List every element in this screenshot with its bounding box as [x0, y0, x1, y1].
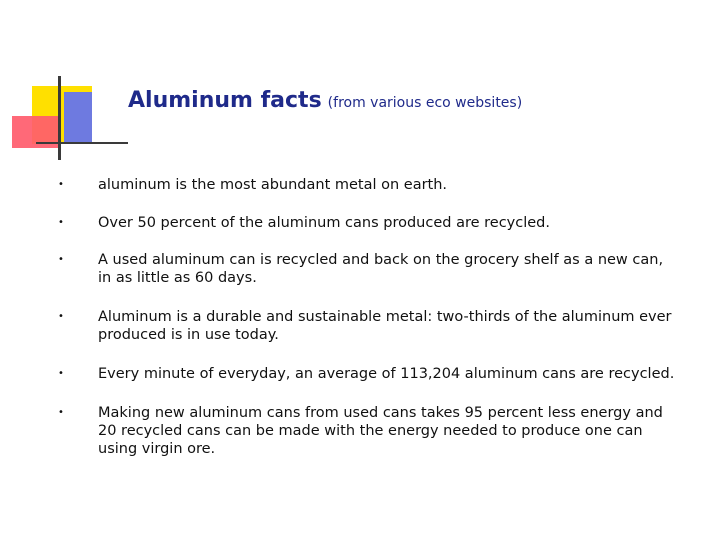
logo-vertical-line	[58, 76, 61, 160]
title-subtitle: (from various eco websites)	[327, 95, 523, 111]
bullet-dot: •	[58, 407, 64, 418]
bullet-item	[58, 308, 678, 344]
bullet-item	[58, 176, 678, 194]
bullet-text: Over 50 percent of the aluminum cans produced are recycled.	[98, 215, 550, 231]
bullet-item	[58, 404, 678, 458]
bullet-text: A used aluminum can is recycled and back on the grocery shelf as a new can, in as little as 60 days.	[98, 252, 664, 286]
bullet-item	[58, 365, 678, 383]
bullet-list	[58, 176, 678, 458]
bullet-text: Making new aluminum cans from used cans takes 95 percent less energy and 20 recycled cans can be made with the energy needed to produce one can using virgin ore.	[98, 405, 663, 457]
logo-blue-square	[64, 92, 92, 144]
bullet-dot: •	[58, 179, 64, 190]
bullet-dot: •	[58, 311, 64, 322]
bullet-text: Aluminum is a durable and sustainable metal: two-thirds of the aluminum ever produced is in use today.	[98, 309, 672, 343]
title-main: Aluminum facts	[128, 88, 322, 113]
bullet-item	[58, 214, 678, 232]
logo-horizontal-line	[36, 142, 128, 144]
bullet-item	[58, 251, 678, 287]
decorative-logo	[0, 0, 130, 170]
bullet-dot: •	[58, 217, 64, 228]
bullet-dot: •	[58, 368, 64, 379]
bullet-dot: •	[58, 254, 64, 265]
bullet-text: Every minute of everyday, an average of 113,204 aluminum cans are recycled.	[98, 366, 675, 382]
bullet-text: aluminum is the most abundant metal on earth.	[98, 177, 448, 193]
slide-title	[128, 88, 522, 113]
